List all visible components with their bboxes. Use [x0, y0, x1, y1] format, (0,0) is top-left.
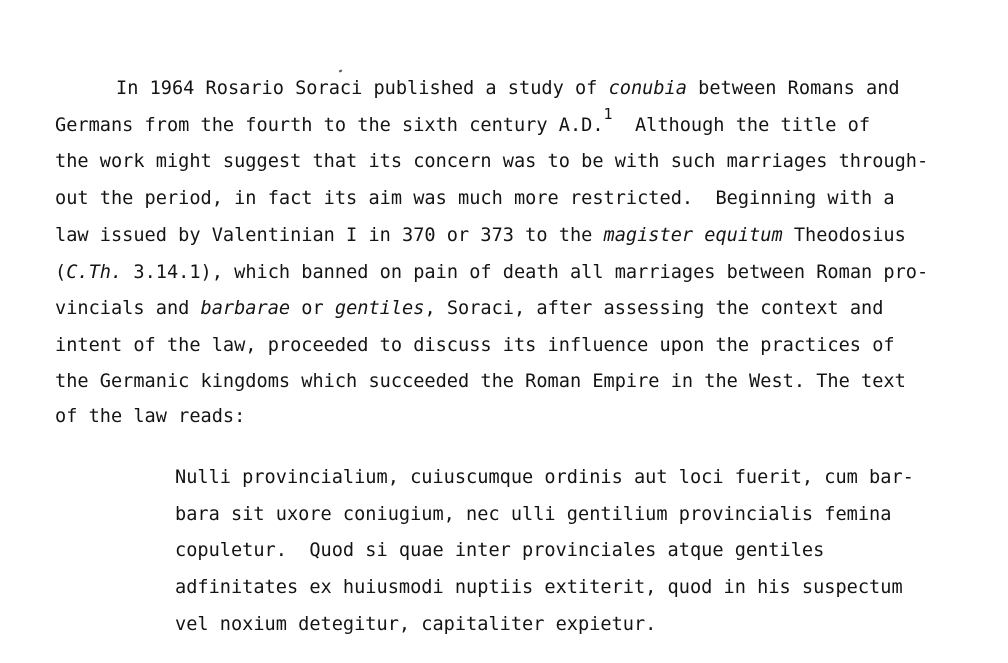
quote-line-2: bara sit uxore coniugium, nec ulli gentilium provincialis femina [175, 504, 892, 525]
paragraph-line-10: of the law reads: [55, 406, 246, 427]
paragraph-line-6 [55, 262, 928, 284]
quote-line-3: copuletur. Quod si quae inter provinciales atque gentiles [175, 540, 825, 561]
paragraph-line-2 [55, 105, 871, 137]
text-run: In 1964 Rosario Soraci published a study of [116, 78, 609, 99]
quote-line-4: adfinitates ex huiusmodi nuptiis extiterit, quod in his suspectum [175, 577, 903, 598]
quote-line-1: Nulli provincialium, cuiuscumque ordinis aut loci fuerit, cum bar- [175, 467, 914, 488]
italic-term: barbarae [200, 298, 291, 319]
text-run: 3.14.1), which banned on pain of death all marriages between Roman pro- [122, 262, 929, 283]
text-run: law issued by Valentinian I in 370 or 373 to the [55, 225, 604, 246]
italic-citation: C.Th. [66, 262, 123, 283]
paragraph-line-3: the work might suggest that its concern was to be with such marriages through- [55, 151, 929, 172]
paragraph-line-1 [116, 78, 900, 100]
paragraph-line-9: the Germanic kingdoms which succeeded the Roman Empire in the West. The text [55, 371, 906, 392]
text-run: Theodosius [782, 225, 906, 246]
paragraph-line-5 [55, 225, 906, 247]
text-run: Germans from the fourth to the sixth century A.D. [55, 115, 604, 136]
text-run: Although the title of [612, 115, 871, 136]
text-run: ( [55, 262, 67, 283]
text-run: between Romans and [686, 78, 900, 99]
paragraph-line-4: out the period, in fact its aim was much more restricted. Beginning with a [55, 188, 895, 209]
italic-term: conubia [608, 78, 687, 99]
text-run: , Soraci, after assessing the context and [424, 298, 884, 319]
paragraph-line-8: intent of the law, proceeded to discuss its influence upon the practices of [55, 335, 895, 356]
quote-line-5: vel noxium detegitur, capitaliter expietur. [175, 614, 657, 635]
footnote-marker: 1 [603, 105, 613, 123]
text-run: or [290, 298, 335, 319]
italic-term: magister equitum [603, 225, 783, 246]
text-run: vincials and [55, 298, 201, 319]
scan-speck [339, 69, 343, 72]
paragraph-line-7 [55, 298, 883, 320]
italic-term: gentiles [334, 298, 425, 319]
